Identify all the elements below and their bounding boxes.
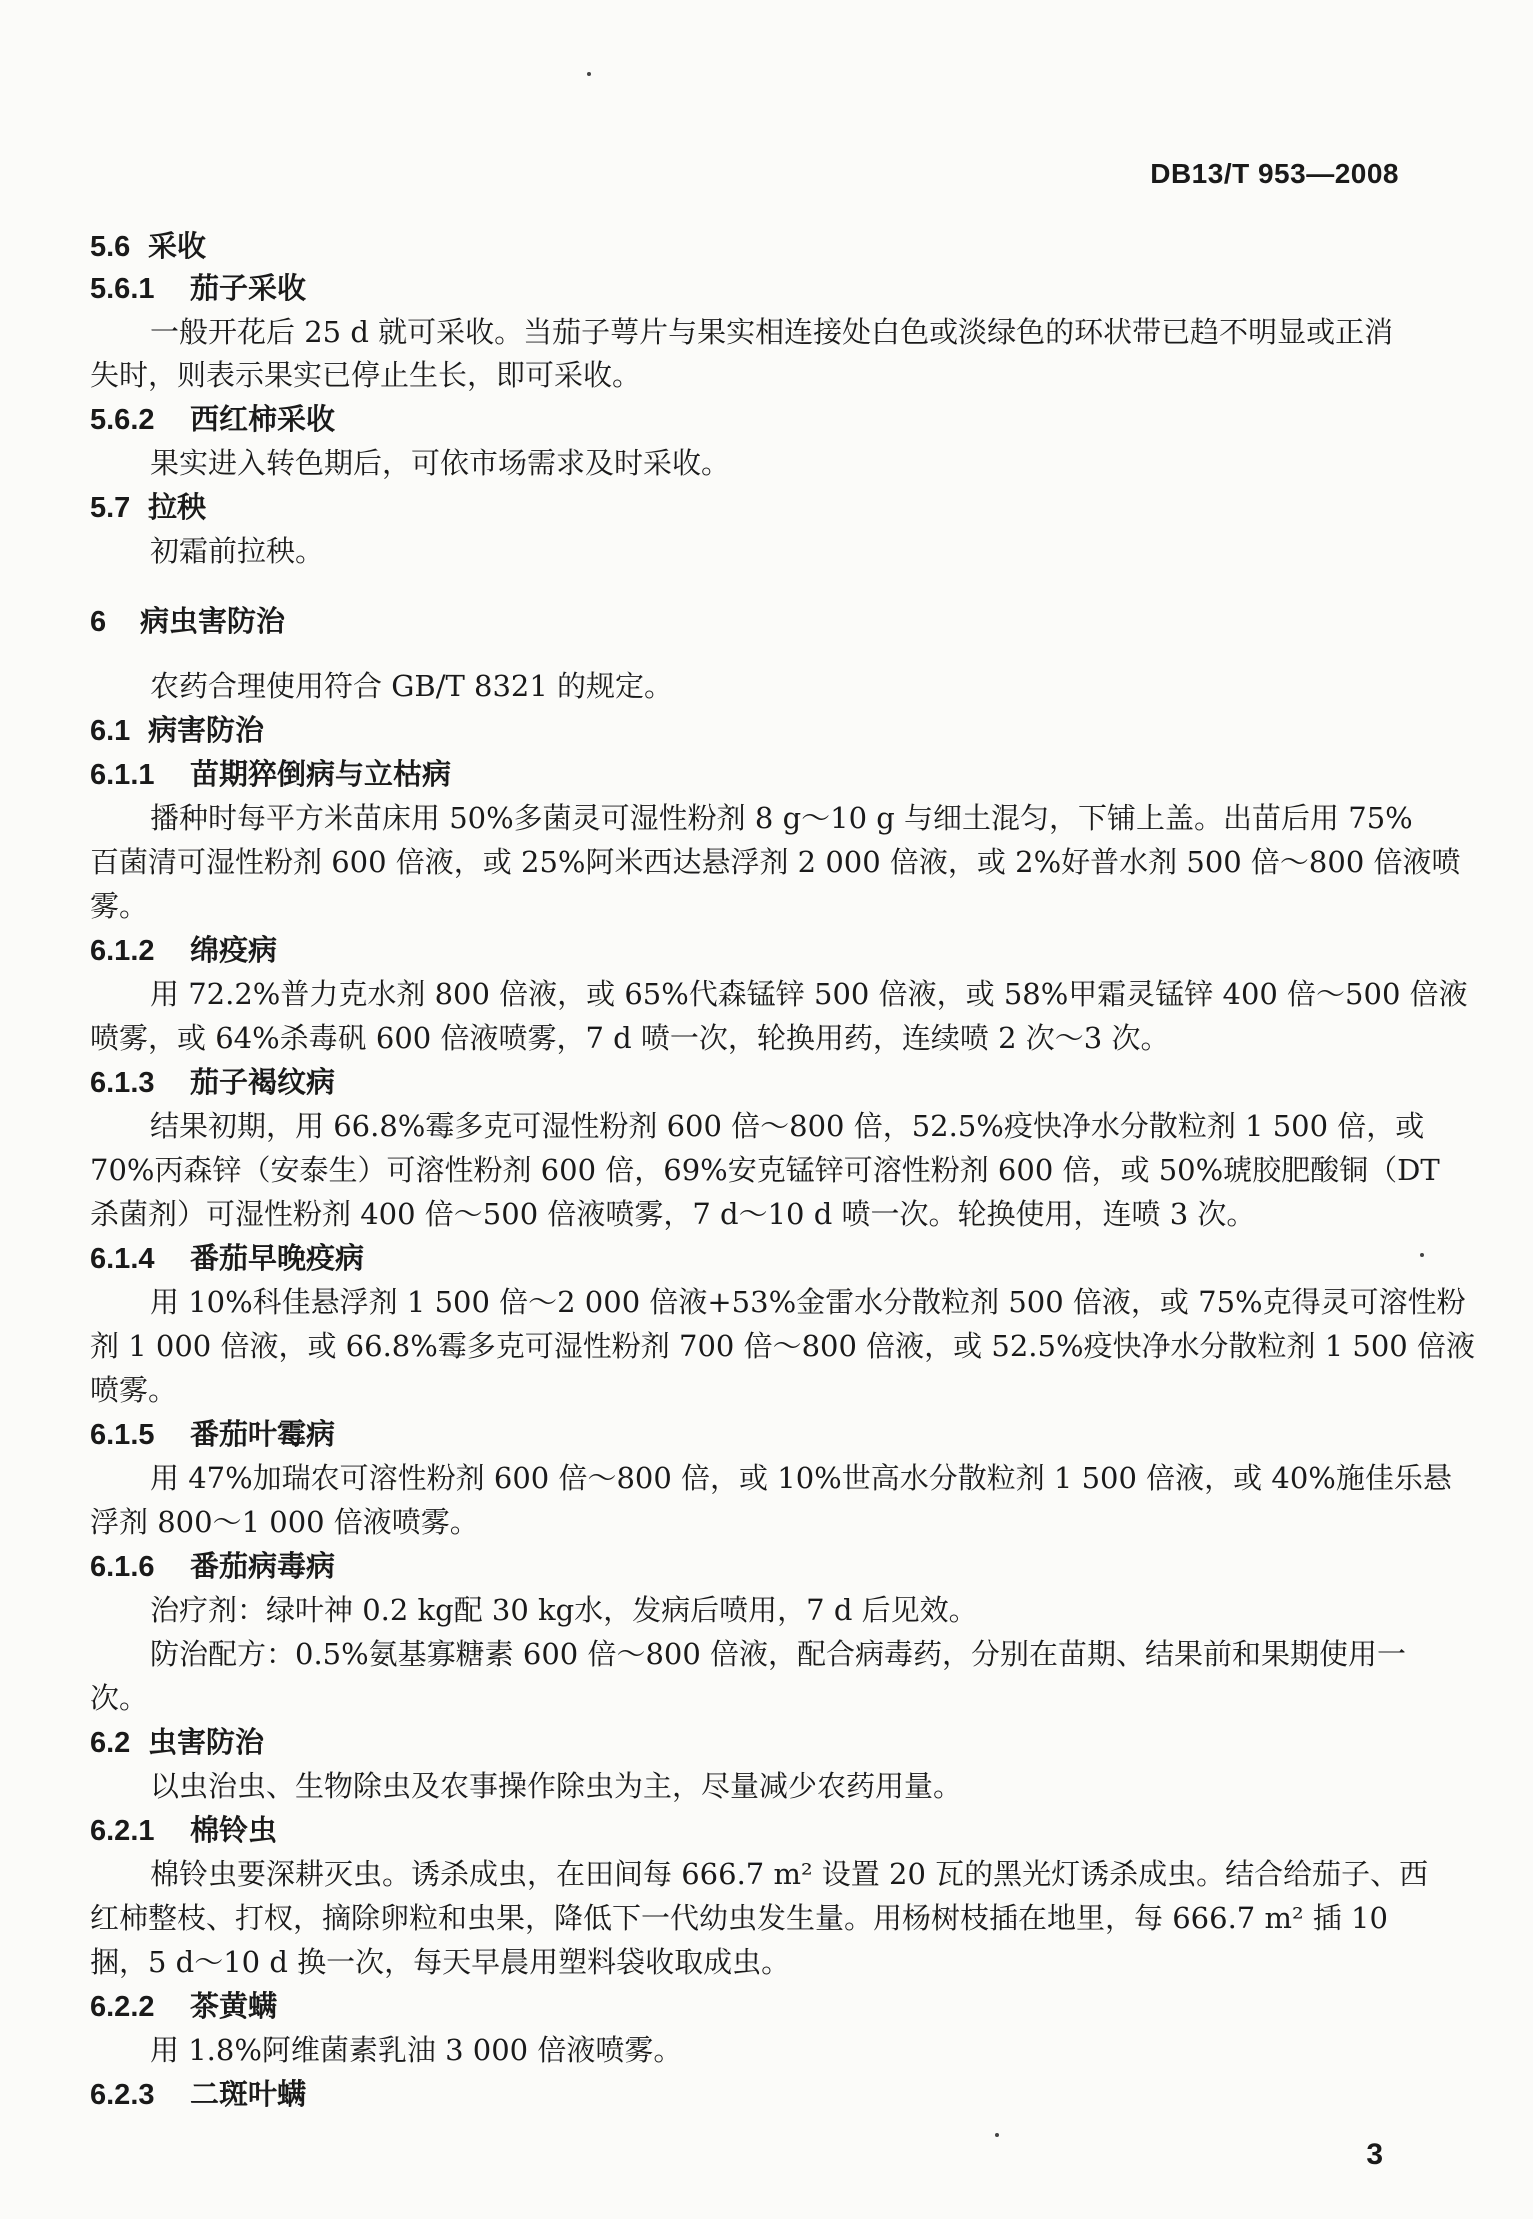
paragraph-line: 失时，则表示果实已停止生长，即可采收。: [90, 358, 642, 392]
section-heading-6-1-6: 6.1.6 番茄病毒病: [90, 1549, 336, 1583]
section-heading-6: 6 病虫害防治: [90, 604, 286, 638]
section-heading-6-2-3: 6.2.3 二斑叶螨: [90, 2077, 307, 2111]
paragraph-line: 结果初期，用 66.8%霉多克可湿性粉剂 600 倍～800 倍，52.5%疫快净水分散粒剂 1 500 倍，或: [150, 1109, 1425, 1143]
section-heading-6-1: 6.1 病害防治: [90, 713, 265, 747]
paragraph-line: 次。: [90, 1681, 149, 1715]
section-heading-6-1-1: 6.1.1 苗期猝倒病与立枯病: [90, 757, 452, 791]
paragraph-line: 以虫治虫、生物除虫及农事操作除虫为主，尽量减少农药用量。: [150, 1769, 963, 1803]
paragraph-line: 百菌清可湿性粉剂 600 倍液，或 25%阿米西达悬浮剂 2 000 倍液，或 2%好普水剂 500 倍～800 倍液喷: [90, 845, 1461, 879]
section-heading-5-7: 5.7 拉秧: [90, 490, 207, 524]
paragraph-line: 浮剂 800～1 000 倍液喷雾。: [90, 1505, 479, 1539]
paragraph-line: 用 1.8%阿维菌素乳油 3 000 倍液喷雾。: [150, 2033, 683, 2067]
page-number: 3: [1366, 2138, 1383, 2171]
section-heading-6-2: 6.2 虫害防治: [90, 1725, 265, 1759]
paragraph-line: 棉铃虫要深耕灭虫。诱杀成虫，在田间每 666.7 m² 设置 20 瓦的黑光灯诱杀成虫。结合给茄子、西: [150, 1857, 1429, 1891]
scan-speck: [1420, 1253, 1424, 1257]
scan-speck: [587, 72, 591, 76]
paragraph-line: 喷雾，或 64%杀毒矾 600 倍液喷雾，7 d 喷一次，轮换用药，连续喷 2 次～3 次。: [90, 1021, 1170, 1055]
section-heading-6-1-2: 6.1.2 绵疫病: [90, 933, 278, 967]
paragraph-line: 剂 1 000 倍液，或 66.8%霉多克可湿性粉剂 700 倍～800 倍液，或 52.5%疫快净水分散粒剂 1 500 倍液: [90, 1329, 1475, 1363]
paragraph-line: 70%丙森锌（安泰生）可溶性粉剂 600 倍，69%安克锰锌可溶性粉剂 600 倍，或 50%琥胶肥酸铜（DT: [90, 1153, 1440, 1187]
paragraph-line: 初霜前拉秧。: [150, 534, 325, 568]
paragraph-line: 一般开花后 25 d 就可采收。当茄子萼片与果实相连接处白色或淡绿色的环状带已趋不明显或正消: [150, 315, 1394, 349]
paragraph-line: 杀菌剂）可湿性粉剂 400 倍～500 倍液喷雾，7 d～10 d 喷一次。轮换使用，连喷 3 次。: [90, 1197, 1256, 1231]
section-heading-6-2-1: 6.2.1 棉铃虫: [90, 1813, 278, 1847]
paragraph-line: 喷雾。: [90, 1373, 178, 1407]
section-heading-6-1-5: 6.1.5 番茄叶霉病: [90, 1417, 336, 1451]
paragraph-line: 防治配方：0.5%氨基寡糖素 600 倍～800 倍液，配合病毒药，分别在苗期、结果前和果期使用一: [150, 1637, 1407, 1671]
paragraph-line: 用 10%科佳悬浮剂 1 500 倍～2 000 倍液+53%金雷水分散粒剂 500 倍液，或 75%克得灵可溶性粉: [150, 1285, 1466, 1319]
paragraph-line: 治疗剂：绿叶神 0.2 kg配 30 kg水，发病后喷用，7 d 后见效。: [150, 1593, 978, 1627]
section-heading-5-6-2: 5.6.2 西红柿采收: [90, 402, 336, 436]
paragraph-line: 用 47%加瑞农可溶性粉剂 600 倍～800 倍，或 10%世高水分散粒剂 1 500 倍液，或 40%施佳乐悬: [150, 1461, 1452, 1495]
document-code: DB13/T 953—2008: [1150, 158, 1399, 189]
section-heading-6-1-3: 6.1.3 茄子褐纹病: [90, 1065, 336, 1099]
paragraph-line: 果实进入转色期后，可依市场需求及时采收。: [150, 446, 731, 480]
paragraph-line: 雾。: [90, 889, 149, 923]
section-heading-6-2-2: 6.2.2 茶黄螨: [90, 1989, 278, 2023]
paragraph-line: 农药合理使用符合 GB/T 8321 的规定。: [150, 669, 674, 703]
paragraph-line: 红柿整枝、打杈，摘除卵粒和虫果，降低下一代幼虫发生量。用杨树枝插在地里，每 666.7 m² 插 10: [90, 1901, 1388, 1935]
paragraph-line: 用 72.2%普力克水剂 800 倍液，或 65%代森锰锌 500 倍液，或 58%甲霜灵锰锌 400 倍～500 倍液: [150, 977, 1468, 1011]
section-heading-6-1-4: 6.1.4 番茄早晚疫病: [90, 1241, 365, 1275]
scan-speck: [995, 2133, 999, 2137]
section-heading-5-6: 5.6 采收: [90, 229, 207, 263]
paragraph-line: 播种时每平方米苗床用 50%多菌灵可湿性粉剂 8 g～10 g 与细土混匀，下铺上盖。出苗后用 75%: [150, 801, 1413, 835]
paragraph-line: 捆，5 d～10 d 换一次，每天早晨用塑料袋收取成虫。: [90, 1945, 791, 1979]
section-heading-5-6-1: 5.6.1 茄子采收: [90, 271, 307, 305]
